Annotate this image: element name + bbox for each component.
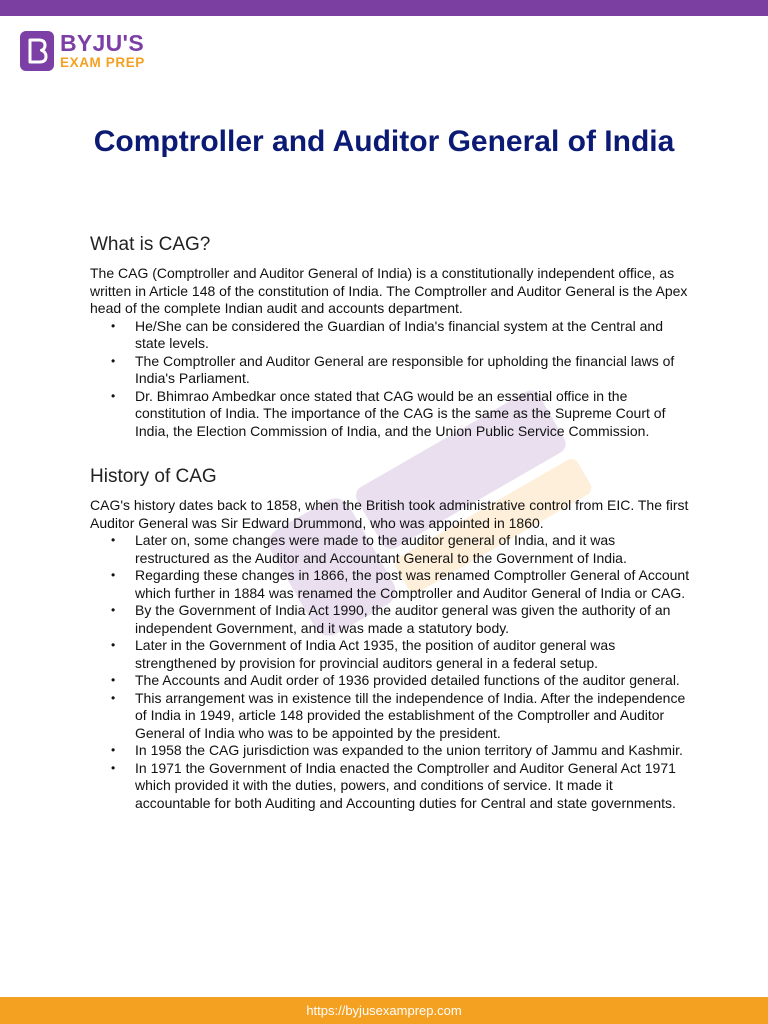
list-item: • By the Government of India Act 1990, the auditor general was given the authority of an independent Government, and it was made a statutory body. <box>90 602 690 637</box>
list-item: • He/She can be considered the Guardian of India's financial system at the Central and state levels. <box>90 318 690 353</box>
list-item: • In 1958 the CAG jurisdiction was expanded to the union territory of Jammu and Kashmir. <box>90 742 690 760</box>
section-heading-what-is-cag: What is CAG? <box>90 234 211 255</box>
list-item: • This arrangement was in existence till the independence of India. After the independence of India in 1949, article 148 provided the establishment of the Comptroller and Auditor General of India who was to be appointed by the president. <box>90 690 690 743</box>
list-item: • Later in the Government of India Act 1935, the position of auditor general was strengthened by provision for provincial auditors general in a federal setup. <box>90 637 690 672</box>
section-intro-history-of-cag: CAG's history dates back to 1858, when the British took administrative control from EIC. The first Auditor General was Sir Edward Drummond, who was appointed in 1860. <box>90 497 689 531</box>
footer-bar <box>0 997 768 1024</box>
document-body <box>90 232 690 812</box>
list-item: • Dr. Bhimrao Ambedkar once stated that CAG would be an essential office in the constitution of India. The importance of the CAG is the same as the Supreme Court of India, the Election Commission of India, and the Union Public Service Commission. <box>90 388 690 441</box>
section-heading-history-of-cag: History of CAG <box>90 466 217 487</box>
list-item: • The Accounts and Audit order of 1936 provided detailed functions of the auditor general. <box>90 672 690 690</box>
footer-url-link[interactable]: https://byjusexamprep.com <box>306 1003 462 1018</box>
list-item: • In 1971 the Government of India enacted the Comptroller and Auditor General Act 1971 which provided it with the duties, powers, and conditions of service. It made it accountable for both Auditing and Accounting duties for Central and state governments. <box>90 760 690 813</box>
logo-brand-name: BYJU'S <box>60 30 144 57</box>
byjus-b-icon <box>20 31 54 71</box>
top-color-bar <box>0 0 768 16</box>
byjus-logo[interactable] <box>20 28 145 74</box>
list-item: • Regarding these changes in 1866, the post was renamed Comptroller General of Account which further in 1884 was renamed the Comptroller and Auditor General of India or CAG. <box>90 567 690 602</box>
page-title: Comptroller and Auditor General of India <box>93 125 675 158</box>
list-item: • Later on, some changes were made to the auditor general of India, and it was restructured as the Auditor and Accountant General to the Government of India. <box>90 532 690 567</box>
bullet-list-history-of-cag <box>90 532 690 812</box>
bullet-list-what-is-cag <box>90 318 690 441</box>
list-item: • The Comptroller and Auditor General are responsible for upholding the financial laws of India's Parliament. <box>90 353 690 388</box>
logo-tagline: EXAM PREP <box>60 55 145 71</box>
section-intro-what-is-cag: The CAG (Comptroller and Auditor General of India) is a constitutionally independent office, as written in Article 148 of the constitution of India. The Comptroller and Auditor General is the Apex head of the complete Indian audit and accounts department. <box>90 265 688 316</box>
